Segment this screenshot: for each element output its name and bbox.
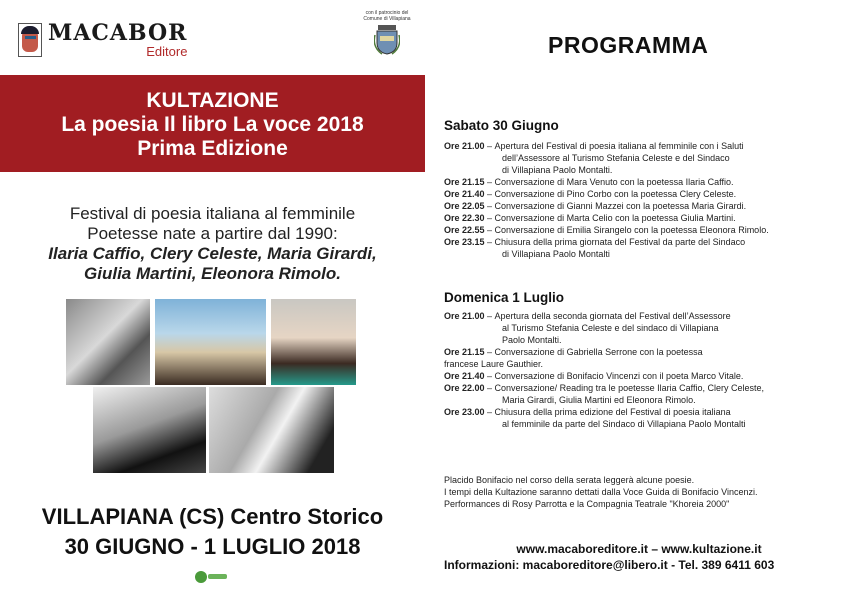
schedule-text: Conversazione di Mara Venuto con la poetessa Ilaria Caffio. — [494, 177, 734, 187]
schedule-time: Ore 21.40 — [444, 189, 485, 199]
schedule-item: Ore 21.00 – Apertura del Festival di poesia italiana al femminile con i Saluti dell’Assessore al Turismo Stefania Celeste e del Sindaco di Villapiana Paolo Montalti. — [444, 140, 834, 176]
schedule-text: Chiusura della prima edizione del Festival di poesia italiana — [494, 407, 731, 417]
schedule-text: di Villapiana Paolo Montalti. — [502, 165, 613, 175]
event-edition: Prima Edizione — [137, 137, 288, 160]
schedule-time: Ore 22.05 — [444, 201, 485, 211]
event-dates: 30 GIUGNO - 1 LUGLIO 2018 — [64, 534, 361, 559]
poets-line: Ilaria Caffio, Clery Celeste, Maria Girardi, — [48, 244, 377, 263]
schedule-text: di Villapiana Paolo Montalti — [502, 249, 610, 259]
poet-photo — [209, 387, 334, 473]
schedule-item: Ore 22.05 – Conversazione di Gianni Mazzei con la poetessa Maria Girardi. — [444, 201, 747, 211]
schedule-item: Ore 21.00 – Apertura della seconda giornata del Festival dell’Assessore al Turismo Stefania Celeste e del sindaco di Villapiana Paolo Montalti. — [444, 310, 834, 346]
intro-line: Festival di poesia italiana al femminile — [69, 204, 356, 223]
day-heading: Domenica 1 Luglio — [444, 290, 565, 305]
schedule-item: Ore 23.00 – Chiusura della prima edizione del Festival di poesia italiana al femminile da parte del Sindaco di Villapiana Paolo Montalti — [444, 406, 834, 430]
patronage — [357, 10, 417, 55]
schedule-text: francese Laure Gauthier. — [444, 359, 544, 369]
schedule-time: Ore 22.30 — [444, 213, 485, 223]
poet-photo — [66, 299, 150, 385]
schedule-time: Ore 22.00 — [444, 383, 485, 393]
schedule-time: Ore 23.15 — [444, 237, 485, 247]
schedule-item: Ore 21.15 – Conversazione di Gabriella Serrone con la poetessa francese Laure Gauthier. — [444, 346, 834, 370]
publisher-logo-icon — [18, 23, 42, 57]
schedule-item: Ore 21.40 – Conversazione di Pino Corbo con la poetessa Clery Celeste. — [444, 189, 737, 199]
event-location: VILLAPIANA (CS) Centro Storico — [41, 504, 384, 529]
schedule-time: Ore 23.00 — [444, 407, 485, 417]
schedule-item: Ore 21.15 – Conversazione di Mara Venuto con la poetessa Ilaria Caffio. — [444, 177, 734, 187]
sponsor-logo-icon — [195, 571, 227, 583]
schedule-item: Ore 22.00 – Conversazione/ Reading tra le poetesse Ilaria Caffio, Clery Celeste, Maria Girardi, Giulia Martini ed Eleonora Rimolo. — [444, 382, 834, 406]
schedule-day2 — [444, 310, 834, 430]
poet-photo — [93, 387, 206, 473]
poet-photo — [271, 299, 356, 385]
poet-photo — [155, 299, 266, 385]
publisher-name: MACABOR — [48, 20, 188, 46]
schedule-time: Ore 21.15 — [444, 177, 485, 187]
schedule-day1 — [444, 140, 834, 260]
schedule-text: Chiusura della prima giornata del Festival da parte del Sindaco — [494, 237, 746, 247]
schedule-text: Paolo Montalti. — [502, 335, 562, 345]
program-title: PROGRAMMA — [548, 32, 709, 58]
intro-line: Poetesse nate a partire dal 1990: — [87, 224, 338, 243]
schedule-time: Ore 22.55 — [444, 225, 485, 235]
schedule-text: Conversazione di Gianni Mazzei con la poetessa Maria Girardi. — [494, 201, 747, 211]
event-place — [0, 502, 425, 562]
schedule-text: Apertura della seconda giornata del Festival dell’Assessore — [494, 311, 731, 321]
schedule-text: Conversazione di Emilia Sirangelo con la poetessa Eleonora Rimolo. — [494, 225, 769, 235]
contact-info[interactable]: Informazioni: macaboreditore@libero.it - Tel. 389 6411 603 — [444, 558, 775, 572]
schedule-text: al femminile da parte del Sindaco di Villapiana Paolo Montalti — [502, 419, 746, 429]
publisher-logo — [18, 22, 187, 58]
schedule-time: Ore 21.00 — [444, 311, 485, 321]
schedule-time: Ore 21.40 — [444, 371, 485, 381]
event-title: KULTAZIONE — [146, 89, 279, 112]
schedule-time: Ore 21.00 — [444, 141, 485, 151]
schedule-text: Conversazione di Gabriella Serrone con la poetessa — [494, 347, 703, 357]
schedule-text: Conversazione/ Reading tra le poetesse Ilaria Caffio, Clery Celeste, — [494, 383, 765, 393]
event-banner — [0, 75, 425, 172]
schedule-text: Conversazione di Pino Corbo con la poetessa Clery Celeste. — [494, 189, 737, 199]
note-line: I tempi della Kultazione saranno dettati dalla Voce Guida di Bonifacio Vincenzi. — [444, 487, 758, 497]
note-line: Placido Bonifacio nel corso della serata leggerà alcune poesie. — [444, 475, 695, 485]
day-heading: Sabato 30 Giugno — [444, 118, 559, 133]
crest-icon — [374, 25, 400, 55]
festival-intro — [0, 204, 425, 284]
schedule-item: Ore 21.40 – Conversazione di Bonifacio Vincenzi con il poeta Marco Vitale. — [444, 371, 744, 381]
poets-line: Giulia Martini, Eleonora Rimolo. — [84, 264, 341, 283]
schedule-text: al Turismo Stefania Celeste e del sindaco di Villapiana — [502, 323, 719, 333]
schedule-item: Ore 22.55 – Conversazione di Emilia Sirangelo con la poetessa Eleonora Rimolo. — [444, 225, 769, 235]
publisher-sub: Editore — [146, 44, 188, 59]
schedule-item: Ore 23.15 – Chiusura della prima giornata del Festival da parte del Sindaco di Villapiana Paolo Montalti — [444, 236, 834, 260]
schedule-text: Maria Girardi, Giulia Martini ed Eleonora Rimolo. — [502, 395, 696, 405]
schedule-text: Conversazione di Marta Celio con la poetessa Giulia Martini. — [494, 213, 736, 223]
notes — [444, 474, 758, 510]
note-line: Performances di Rosy Parrotta e la Compagnia Teatrale "Khoreia 2000" — [444, 499, 730, 509]
schedule-item: Ore 22.30 – Conversazione di Marta Celio con la poetessa Giulia Martini. — [444, 213, 736, 223]
schedule-text: Apertura del Festival di poesia italiana al femminile con i Saluti — [494, 141, 744, 151]
contacts — [444, 541, 834, 573]
schedule-text: Conversazione di Bonifacio Vincenzi con il poeta Marco Vitale. — [494, 371, 744, 381]
website-links[interactable]: www.macaboreditore.it – www.kultazione.it — [516, 542, 762, 556]
schedule-time: Ore 21.15 — [444, 347, 485, 357]
event-subtitle: La poesia Il libro La voce 2018 — [61, 113, 364, 136]
schedule-text: dell’Assessore al Turismo Stefania Celeste e del Sindaco — [502, 153, 730, 163]
patronage-text: con il patrocinio del Comune di Villapiana — [363, 10, 411, 22]
